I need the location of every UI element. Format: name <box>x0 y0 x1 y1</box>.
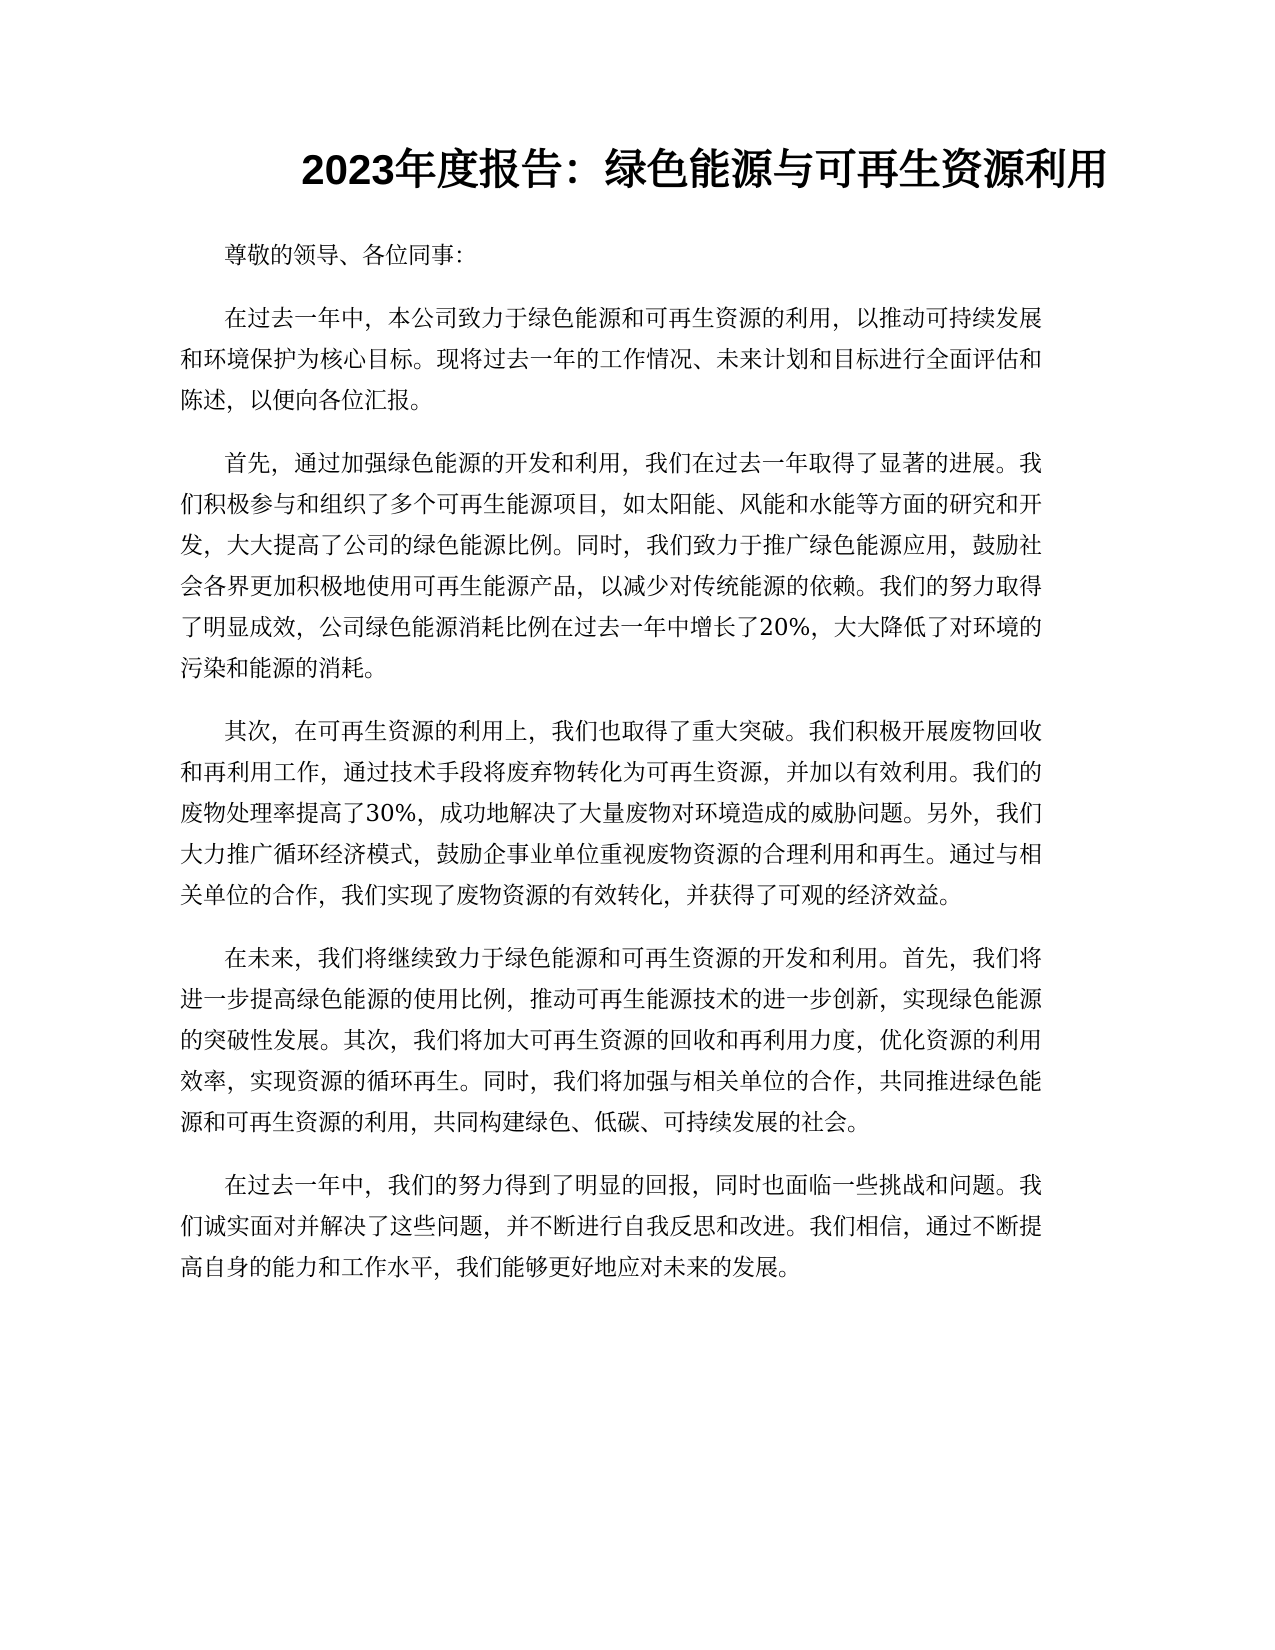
document-body <box>180 236 1050 1289</box>
salutation-paragraph: 尊敬的领导、各位同事： <box>224 243 477 269</box>
green-energy-paragraph: 首先，通过加强绿色能源的开发和利用，我们在过去一年取得了显著的进展。我们积极参与和组织了多个可再生能源项目，如太阳能、风能和水能等方面的研究和开发，大大提高了公司的绿色能源比例。同时，我们致力于推广绿色能源应用，鼓励社会各界更加积极地使用可再生能源产品，以减少对传统能源的依赖。我们的努力取得了明显成效，公司绿色能源消耗比例在过去一年中增长了20%，大大降低了对环境的污染和能源的消耗。 <box>180 451 1042 682</box>
future-plan-paragraph: 在未来，我们将继续致力于绿色能源和可再生资源的开发和利用。首先，我们将进一步提高绿色能源的使用比例，推动可再生能源技术的进一步创新，实现绿色能源的突破性发展。其次，我们将加大可再生资源的回收和再利用力度，优化资源的利用效率，实现资源的循环再生。同时，我们将加强与相关单位的合作，共同推进绿色能源和可再生资源的利用，共同构建绿色、低碳、可持续发展的社会。 <box>180 946 1042 1136</box>
document-title: 2023年度报告：绿色能源与可再生资源利用 <box>301 146 1109 193</box>
intro-paragraph: 在过去一年中，本公司致力于绿色能源和可再生资源的利用，以推动可持续发展和环境保护为核心目标。现将过去一年的工作情况、未来计划和目标进行全面评估和陈述，以便向各位汇报。 <box>180 306 1042 414</box>
renewable-resources-paragraph: 其次，在可再生资源的利用上，我们也取得了重大突破。我们积极开展废物回收和再利用工作，通过技术手段将废弃物转化为可再生资源，并加以有效利用。我们的废物处理率提高了30%，成功地解决了大量废物对环境造成的威胁问题。另外，我们大力推广循环经济模式，鼓励企事业单位重视废物资源的合理利用和再生。通过与相关单位的合作，我们实现了废物资源的有效转化，并获得了可观的经济效益。 <box>180 719 1042 909</box>
conclusion-paragraph: 在过去一年中，我们的努力得到了明显的回报，同时也面临一些挑战和问题。我们诚实面对并解决了这些问题，并不断进行自我反思和改进。我们相信，通过不断提高自身的能力和工作水平，我们能够更好地应对未来的发展。 <box>180 1173 1042 1281</box>
